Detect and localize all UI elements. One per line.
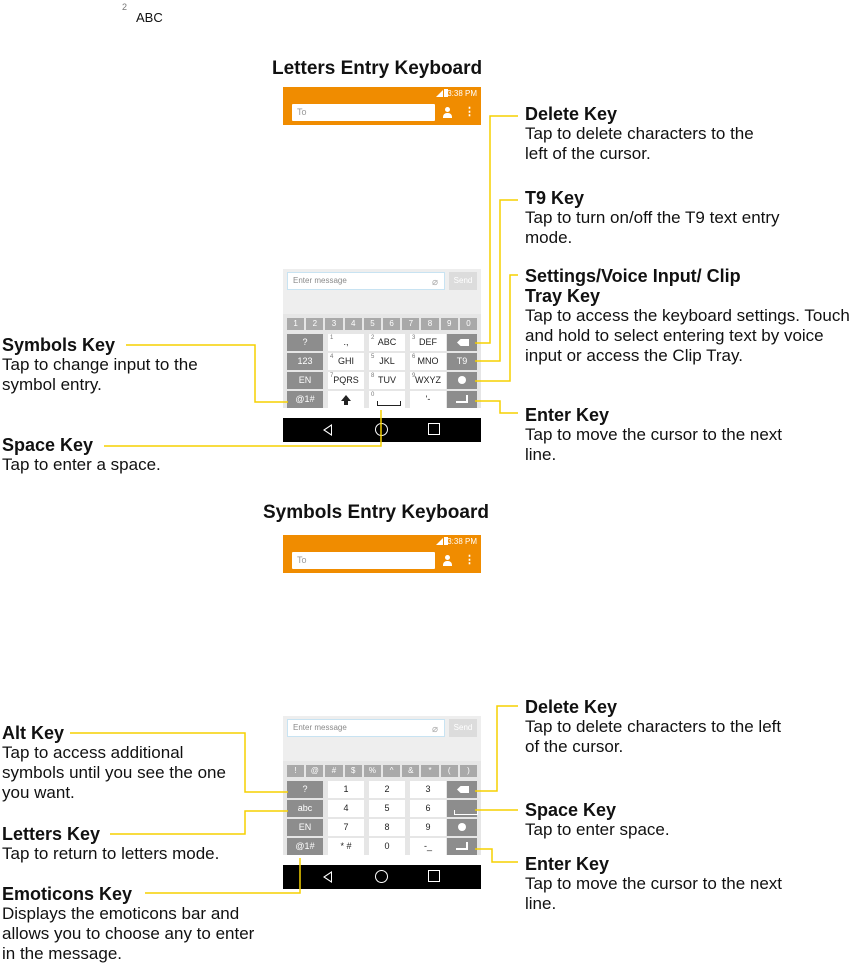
callout-title: Space Key [525, 800, 617, 820]
callout-space [2, 435, 252, 475]
callout-desc: Tap to change input to the symbol entry. [2, 355, 198, 394]
key-label: '- [425, 394, 431, 404]
key-label: @1# [295, 841, 315, 851]
top-key[interactable]: ) [460, 765, 477, 777]
send-button[interactable]: Send [449, 272, 477, 290]
top-key[interactable]: 7 [402, 318, 419, 330]
callout-title: T9 Key [525, 188, 585, 208]
callout-desc: Tap to access the keyboard settings. Touch and hold to select entering text by voice input or access the Clip Tray. [525, 306, 850, 365]
key-superscript: 0 [371, 392, 375, 398]
key-superscript: 7 [330, 373, 334, 379]
enter-key-leader [475, 401, 518, 413]
callout-desc: Tap to move the cursor to the next line. [525, 874, 783, 913]
key-label: PQRS [333, 375, 359, 385]
key-label: 7 [343, 822, 349, 832]
callout-desc: Tap to move the cursor to the next line. [525, 425, 783, 464]
key-superscript: 4 [330, 354, 334, 360]
callout-title: Settings/Voice Input/ Clip Tray Key [525, 266, 741, 306]
key-label: MNO [417, 356, 439, 366]
key-label: ABC [377, 337, 397, 347]
key-label: 5 [384, 803, 390, 813]
attach-icon[interactable]: ⌀ [431, 277, 438, 288]
key-superscript: 1 [330, 335, 334, 341]
message-placeholder: Enter message [293, 723, 347, 732]
callout-desc: Tap to delete characters to the left of the cursor. [525, 717, 782, 756]
top-key[interactable]: 4 [345, 318, 362, 330]
attach-icon[interactable]: ⌀ [431, 724, 438, 735]
callout-title: Delete Key [525, 697, 618, 717]
callout-emoticons [2, 884, 282, 964]
callout-title: Enter Key [525, 405, 610, 425]
to-input[interactable]: To [292, 104, 435, 121]
message-placeholder: Enter message [293, 276, 347, 285]
header-note-text: ABC [136, 10, 163, 25]
key-label: ., [343, 337, 349, 347]
settings-key-leader [475, 275, 518, 381]
key-label: ? [302, 337, 308, 347]
to-input[interactable]: To [292, 552, 435, 569]
top-key[interactable]: 5 [364, 318, 381, 330]
more-options-icon[interactable]: ⋮ [464, 106, 475, 118]
key-label: GHI [337, 356, 354, 366]
delete-key-leader-2 [475, 706, 518, 791]
callout-delete [525, 104, 845, 164]
key-superscript: 8 [371, 373, 375, 379]
key-label: ? [302, 784, 308, 794]
header-note-superscript: 2 [122, 2, 128, 12]
key-label: 2 [384, 784, 390, 794]
top-key[interactable]: ( [441, 765, 458, 777]
callout-title: Space Key [2, 435, 94, 455]
callout-symbols [2, 335, 252, 395]
status-time: 3:38 PM [447, 537, 477, 546]
callout-title: Emoticons Key [2, 884, 133, 904]
more-options-icon[interactable]: ⋮ [464, 554, 475, 566]
top-key[interactable]: ! [287, 765, 304, 777]
callout-settings [525, 266, 851, 366]
key-label: T9 [456, 356, 468, 366]
key-label: -_ [423, 841, 432, 851]
key-label: 4 [343, 803, 349, 813]
top-key[interactable]: % [364, 765, 381, 777]
key-label: 9 [425, 822, 431, 832]
top-key[interactable]: 2 [306, 318, 323, 330]
key-label: EN [298, 375, 312, 385]
callout-enter-2 [525, 854, 845, 914]
key-label: 0 [384, 841, 390, 851]
enter-key-leader-2 [475, 849, 518, 862]
key-superscript: 5 [371, 354, 375, 360]
key-label: EN [298, 822, 312, 832]
key-label: 3 [425, 784, 431, 794]
top-key[interactable]: ^ [383, 765, 400, 777]
callout-delete-2 [525, 697, 845, 757]
top-key[interactable]: 6 [383, 318, 400, 330]
key-label: 6 [425, 803, 431, 813]
key-label: 1 [343, 784, 349, 794]
send-button[interactable]: Send [449, 719, 477, 737]
key-label: 123 [297, 356, 313, 366]
top-key[interactable]: $ [345, 765, 362, 777]
status-time: 3:38 PM [447, 89, 477, 98]
key-label: JKL [379, 356, 395, 366]
top-key[interactable]: 9 [441, 318, 458, 330]
callout-title: Alt Key [2, 723, 65, 743]
top-key[interactable]: 1 [287, 318, 304, 330]
callout-alt [2, 723, 242, 803]
key-label: abc [297, 803, 313, 813]
callout-letters [2, 824, 252, 864]
key-superscript: 3 [412, 335, 416, 341]
top-key[interactable]: @ [306, 765, 323, 777]
top-key[interactable]: # [325, 765, 342, 777]
delete-key-leader [475, 116, 518, 343]
key-superscript: 2 [371, 335, 375, 341]
key-label: 8 [384, 822, 390, 832]
key-label: TUV [378, 375, 396, 385]
callout-space-2 [525, 800, 845, 840]
key-superscript: 6 [412, 354, 416, 360]
key-label: @1# [295, 394, 315, 404]
key-superscript: 9 [412, 373, 416, 379]
callout-desc: Displays the emoticons bar and allows you to choose any to enter in the message. [2, 904, 255, 963]
callout-title: Enter Key [525, 854, 610, 874]
callout-desc: Tap to return to letters mode. [2, 844, 220, 863]
top-key[interactable]: 0 [460, 318, 477, 330]
callout-desc: Tap to turn on/off the T9 text entry mode. [525, 208, 780, 247]
callout-title: Delete Key [525, 104, 618, 124]
callout-desc: Tap to enter space. [525, 820, 670, 839]
key-label: * # [340, 841, 352, 851]
t9-key-leader [475, 200, 518, 361]
top-key[interactable]: & [402, 765, 419, 777]
callout-desc: Tap to delete characters to the left of the cursor. [525, 124, 754, 163]
callout-title: Letters Key [2, 824, 101, 844]
key-label: DEF [419, 337, 437, 347]
symbols-keyboard-title: Symbols Entry Keyboard [263, 502, 489, 523]
callout-desc: Tap to enter a space. [2, 455, 161, 474]
top-key[interactable]: * [421, 765, 438, 777]
callout-enter [525, 405, 845, 465]
callout-desc: Tap to access additional symbols until you see the one you want. [2, 743, 226, 802]
top-key[interactable]: 8 [421, 318, 438, 330]
top-key[interactable]: 3 [325, 318, 342, 330]
callout-title: Symbols Key [2, 335, 116, 355]
key-label: WXYZ [415, 375, 441, 385]
callout-t9 [525, 188, 845, 248]
letters-keyboard-title: Letters Entry Keyboard [272, 58, 483, 79]
